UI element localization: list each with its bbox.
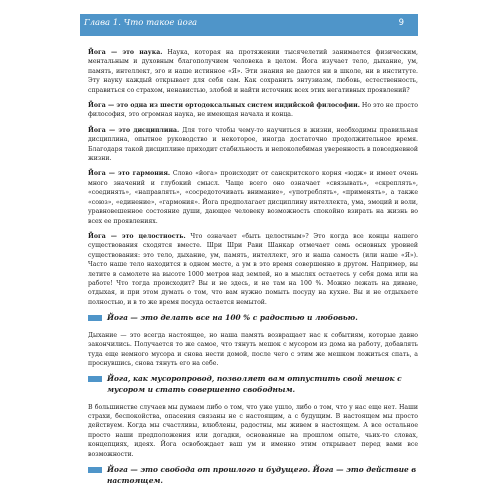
callout-quote-1 <box>88 313 418 324</box>
paragraph-breath: Дыхание — это всегда настоящее, но наша память возвращает нас к событиям, которые давно закончились. Получается то же самое, что тянуть мешок с мусором из дома на работу, добавлять туда еще немного мусора и снова нести домой, после чего с этим же мешком ложиться спать, а проснувшись, снова тянуть его на себе. <box>88 331 418 367</box>
paragraph-lead: Йога — это дисциплина. <box>88 126 180 134</box>
paragraph-harmony <box>88 169 418 225</box>
chapter-header-bar <box>80 14 418 36</box>
chapter-title: Глава 1. Что такое йога <box>84 18 198 28</box>
page-number: 9 <box>398 18 404 28</box>
paragraph-text: Наука, которая на протяжении тысячелетий занимается физическим, ментальным и духовным благополучием человека в целом. Йога изучает тело, дыхание, ум, память, интеллект, эго и наше истинное «Я». Эти знания не даются ни в школе, ни в институте. Эту науку каждый открывает для себя сам. Как сохранить энтузиазм, любовь, естественность, справиться со страхом, ненавистью, злобой и найти источник всех этих негативных проявлений? <box>88 49 418 94</box>
paragraph-text: Что означает «быть целостным»? Это когда все концы нашего существования сходятся вместе. Шри Шри Рави Шанкар отмечает семь основных уровней существования: это тело, дыхание, ум, память, интеллект, эго и наша самость (или наше «Я»). Часто наше тело находится в одном месте, а ум в это время совершенно в другом. Например, вы летите в самолете на высоте 1000 метров над землей, но в мыслях остаетесь у себя дома или на работе! Что тогда происходит? Вы и не здесь, и не там на 100 %. Можно лежать на диване, отдыхая, и при этом думать о том, что вам нужно помыть посуду на кухне. Вы и не отдыхаете полностью, и в то же время посуда остается немытой. <box>88 232 418 306</box>
callout-bar-icon <box>88 315 102 321</box>
paragraph-text: Но это не просто философия, это огромная наука, не имеющая начала и конца. <box>88 102 419 119</box>
paragraph-text: Для того чтобы чему-то научиться в жизни, необходимы правильная дисциплина, опытное руководство и некоторое, иногда достаточно продолжительное время. Благодаря такой дисциплине приходит стабильность и непоколебимая уверенность в повседневной жизни. <box>88 126 418 163</box>
paragraph-science <box>88 48 418 95</box>
paragraph-lead: Йога — это целостность. <box>88 232 186 240</box>
callout-quote-3 <box>88 465 418 486</box>
callout-text: Йога — это делать все на 100 % с радостью и любовью. <box>107 313 358 323</box>
paragraph-wholeness <box>88 232 418 307</box>
paragraph-text: Слово «йога» происходит от санскритского корня «юдж» и имеет очень много значений и глубокий смысл. Чаще всего оно означает «связывать», «скреплять», «соединять», «направлять», «сосредоточивать внимание», «употреблять», «применять», а также «союз», «единение», «гармония». Йога предполагает дисциплину интеллекта, ума, эмоций и воли, уравновешенное состояние души, дающее человеку возможность спокойно взирать на жизнь во всех ее проявлениях. <box>88 170 419 225</box>
callout-bar-icon <box>88 376 102 382</box>
callout-text: Йога, как мусоропровод, позволяет вам отпустить свой мешок с мусором и стать совершенно свободным. <box>107 374 402 394</box>
paragraph-lead: Йога — это гармония. <box>88 170 171 178</box>
callout-text: Йога — это свобода от прошлого и будущего. Йога — это действие в настоящем. <box>107 465 417 485</box>
paragraph-philosophy <box>88 101 418 120</box>
paragraph-past-future: В большинстве случаев мы думаем либо о том, что уже ушло, либо о том, что у нас еще нет. Наши страхи, беспокойства, опасения связаны не с настоящим, а с будущим. В настоящем мы просто действуем. Когда мы счастливы, влюблены, радостны, мы живем в настоящем. А все остальное просто наши предположения или догадки, основанные на прошлом опыте, чьих-то словах, концепциях, идеях. Йога освобождает ваш ум и именно этим открывает перед вами все возможности. <box>88 403 418 458</box>
callout-quote-2 <box>88 374 418 395</box>
page-body <box>88 48 418 493</box>
paragraph-lead: Йога — это одна из шести ортодоксальных систем индийской философии. <box>88 102 360 110</box>
callout-bar-icon <box>88 467 102 473</box>
paragraph-discipline <box>88 126 418 164</box>
paragraph-lead: Йога — это наука. <box>88 49 163 56</box>
